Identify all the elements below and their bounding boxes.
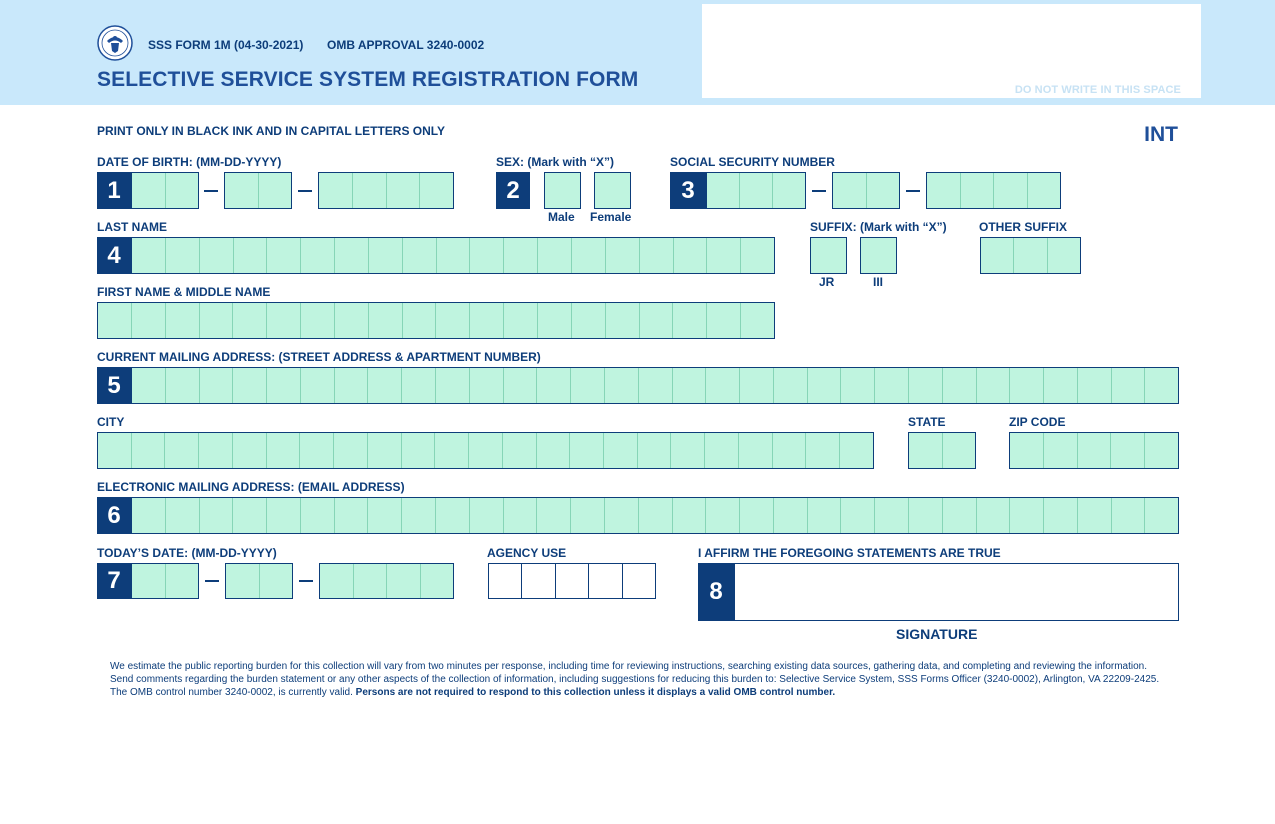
field-number-5: 5	[97, 367, 131, 404]
other-suffix-label: OTHER SUFFIX	[979, 220, 1068, 234]
today-day-input[interactable]	[225, 563, 293, 599]
address-input[interactable]	[131, 367, 1179, 404]
dob-year-input[interactable]	[318, 172, 454, 209]
field-number-8: 8	[698, 563, 734, 621]
dob-label: DATE OF BIRTH: (MM-DD-YYYY)	[97, 155, 282, 169]
signature-label: SIGNATURE	[896, 626, 978, 642]
omb-approval: OMB APPROVAL 3240-0002	[327, 38, 485, 52]
burden-bold-text: Persons are not required to respond to this collection unless it displays a valid OMB control number.	[355, 687, 836, 698]
email-input[interactable]	[131, 497, 1179, 534]
sex-female-label: Female	[590, 210, 632, 224]
dash	[299, 580, 313, 582]
today-year-input[interactable]	[319, 563, 454, 599]
city-label: CITY	[97, 415, 125, 429]
state-input[interactable]	[908, 432, 976, 469]
signature-input[interactable]	[734, 563, 1179, 621]
last-name-label: LAST NAME	[97, 220, 167, 234]
ssn-part3-input[interactable]	[926, 172, 1061, 209]
ssn-part1-input[interactable]	[706, 172, 806, 209]
burden-statement	[110, 660, 1170, 699]
do-not-write-area	[702, 4, 1201, 98]
affirm-label: I AFFIRM THE FOREGOING STATEMENTS ARE TRUE	[698, 546, 1001, 560]
field-number-1: 1	[97, 172, 131, 209]
field-number-6: 6	[97, 497, 131, 534]
dash	[204, 190, 218, 192]
first-name-label: FIRST NAME & MIDDLE NAME	[97, 285, 271, 299]
sex-male-checkbox[interactable]	[544, 172, 581, 209]
zip-input[interactable]	[1009, 432, 1179, 469]
suffix-jr-label: JR	[819, 275, 835, 289]
form-title: SELECTIVE SERVICE SYSTEM REGISTRATION FORM	[97, 68, 639, 91]
instructions: PRINT ONLY IN BLACK INK AND IN CAPITAL LETTERS ONLY	[97, 124, 446, 138]
field-number-2: 2	[496, 172, 530, 209]
sex-label: SEX: (Mark with “X”)	[496, 155, 615, 169]
dash	[906, 190, 920, 192]
agency-use-boxes	[488, 563, 656, 599]
suffix-jr-checkbox[interactable]	[810, 237, 847, 274]
field-number-4: 4	[97, 237, 131, 274]
dash	[298, 190, 312, 192]
dash	[812, 190, 826, 192]
today-month-input[interactable]	[131, 563, 199, 599]
dash	[205, 580, 219, 582]
last-name-input[interactable]	[131, 237, 775, 274]
state-label: STATE	[908, 415, 946, 429]
address-label: CURRENT MAILING ADDRESS: (STREET ADDRESS & APARTMENT NUMBER)	[97, 350, 541, 364]
first-name-input[interactable]	[97, 302, 775, 339]
zip-label: ZIP CODE	[1009, 415, 1066, 429]
field-number-7: 7	[97, 563, 131, 599]
int-label: INT	[1144, 123, 1178, 146]
city-input[interactable]	[97, 432, 874, 469]
sex-female-checkbox[interactable]	[594, 172, 631, 209]
suffix-iii-checkbox[interactable]	[860, 237, 897, 274]
ssn-label: SOCIAL SECURITY NUMBER	[670, 155, 835, 169]
selective-service-seal-icon	[97, 25, 133, 61]
ssn-part2-input[interactable]	[832, 172, 900, 209]
do-not-write-label: DO NOT WRITE IN THIS SPACE	[1014, 84, 1181, 96]
today-date-label: TODAY’S DATE: (MM-DD-YYYY)	[97, 546, 277, 560]
email-label: ELECTRONIC MAILING ADDRESS: (EMAIL ADDRESS)	[97, 480, 405, 494]
other-suffix-input[interactable]	[980, 237, 1081, 274]
form-number: SSS FORM 1M (04-30-2021)	[148, 38, 304, 52]
dob-month-input[interactable]	[131, 172, 199, 209]
suffix-label: SUFFIX: (Mark with “X”)	[810, 220, 947, 234]
sex-male-label: Male	[548, 210, 575, 224]
burden-text: We estimate the public reporting burden for this collection will vary from two minutes per response, including time for reviewing instructions, searching existing data sources, gathering data, and completing and reviewing the information. Send comments regarding the burden statement or any other aspects of the collection of information, including suggestions for reducing this burden to: Selective Service System, SSS Forms Officer (3240-0002), Arlington, VA 22209-2425. The OMB control number 3240-0002, is currently valid.	[110, 661, 1160, 698]
suffix-iii-label: III	[873, 275, 884, 289]
field-number-3: 3	[670, 172, 706, 209]
dob-day-input[interactable]	[224, 172, 292, 209]
agency-use-label: AGENCY USE	[487, 546, 567, 560]
